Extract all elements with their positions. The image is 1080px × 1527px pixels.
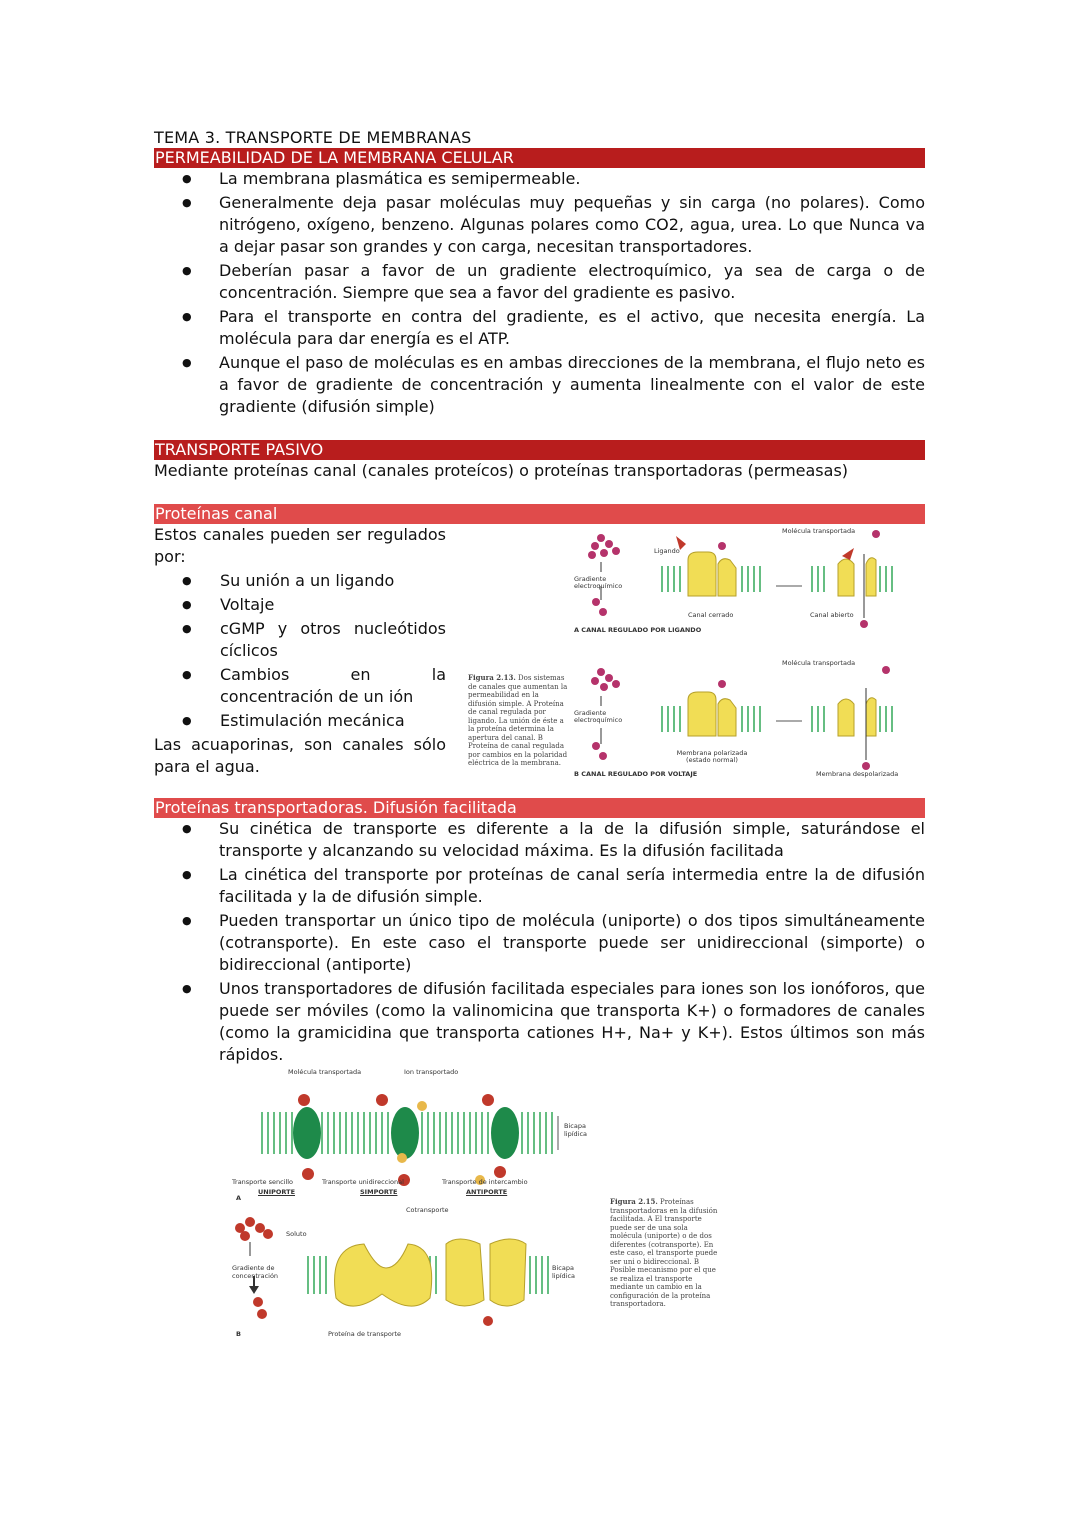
document-title: TEMA 3. TRANSPORTE DE MEMBRANAS: [154, 128, 472, 147]
list-item: ● Aunque el paso de moléculas es en ambas direcciones de la membrana, el flujo neto es a favor de gradiente de concentración y aumenta linealmente con el valor de este gradiente (difusión simple): [154, 352, 925, 418]
polarized-membrane-label: Membrana polarizada (estado normal): [676, 749, 748, 764]
list-item: ● Su unión a un ligando: [154, 570, 446, 592]
section-heading-permeabilidad: PERMEABILIDAD DE LA MEMBRANA CELULAR: [154, 148, 925, 168]
protein-label: Proteína de transporte: [328, 1330, 402, 1338]
list-item: ● La cinética del transporte por proteínas de canal sería intermedia entre la de difusión facilitada y la de difusión simple.: [154, 864, 925, 908]
figure-2-13: [446, 524, 925, 794]
section-heading-transporte-pasivo: TRANSPORTE PASIVO: [154, 440, 925, 460]
symport-label: SIMPORTE: [360, 1188, 398, 1196]
acuaporinas-text: Las acuaporinas, son canales sólo para el agua.: [154, 735, 446, 776]
simple-transport-label: Transporte sencillo: [232, 1178, 294, 1186]
list-item: ● Unos transportadores de difusión facilitada especiales para iones son los ionóforos, que puede ser móviles (como la valinomicina que transporta K+) o formadores de canales (como la gramicidina que transporta cationes H+, Na+ y K+). Estos últimos son más rápidos.: [154, 978, 925, 1066]
list-item: ● Estimulación mecánica: [154, 710, 446, 732]
canal-text: [154, 524, 446, 794]
transportadoras-list: [154, 818, 925, 1066]
list-item: ● Cambios en la concentración de un ión: [154, 664, 446, 708]
panel-a-label: A CANAL REGULADO POR LIGANDO: [574, 626, 702, 634]
antiport-label: ANTIPORTE: [466, 1188, 508, 1196]
depolarized-membrane-label: Membrana despolarizada: [816, 770, 899, 778]
panel-b-label: B: [236, 1330, 241, 1338]
panel-b-label: B CANAL REGULADO POR VOLTAJE: [574, 770, 698, 778]
transporte-pasivo-intro: Mediante proteínas canal (canales proteícos) o proteínas transportadoras (permeasas): [154, 461, 849, 480]
list-item: ● La membrana plasmática es semipermeable.: [154, 168, 925, 190]
canal-regulators-list: [154, 570, 446, 732]
figure-2-15-drawing: [232, 1068, 832, 1348]
ion-label: Ion transportado: [404, 1068, 459, 1076]
permeabilidad-list: [154, 168, 925, 418]
molecule-label-a: Molécula transportada: [782, 527, 856, 535]
canal-row: [154, 524, 925, 794]
figure-2-15-caption: Figura 2.15. Proteínas transportadoras en la difusión facilitada. A El transporte puede ser de una sola molécula (uniporte) o de dos diferentes (cotransporte). En este caso, el transporte puede ser uni o bidireccional. B Posible mecanismo por el que se realiza el transporte mediante un cambio en la configuración de la proteína transportadora.: [610, 1197, 718, 1308]
gradient-label: Gradiente de concentración: [232, 1264, 279, 1280]
section-heading-proteinas-canal: Proteínas canal: [154, 504, 925, 524]
unidirectional-label: Transporte unidireccional: [322, 1178, 404, 1186]
list-item: ● Su cinética de transporte es diferente a la de la difusión simple, saturándose el transporte y alcanzando su velocidad máxima. Es la difusión facilitada: [154, 818, 925, 862]
bilayer-label-b: Bicapa lipídica: [552, 1264, 576, 1280]
molecule-label-b: Molécula transportada: [782, 659, 856, 667]
gradient-label-b: Gradiente electroquímico: [574, 709, 623, 724]
panel-a-label: A: [236, 1194, 242, 1202]
uniport-label: UNIPORTE: [258, 1188, 296, 1196]
closed-channel-label: Canal cerrado: [688, 611, 734, 619]
figure-2-15: [232, 1068, 832, 1348]
list-item: ● Pueden transportar un único tipo de molécula (uniporte) o dos tipos simultáneamente (cotransporte). En este caso el transporte puede ser unidireccional (simporte) o bidireccional (antiporte): [154, 910, 925, 976]
list-item: ● Voltaje: [154, 594, 446, 616]
exchange-label: Transporte de intercambio: [442, 1178, 528, 1186]
figure-2-13-caption: Figura 2.13. Dos sistemas de canales que aumentan la permeabilidad en la difusión simple. A Proteína de canal regulada por ligando. La unión de éste a la proteína determina la apertura del canal. B Proteína de canal regulada por cambios en la polaridad eléctrica de la membrana.: [468, 673, 568, 767]
list-item: ● cGMP y otros nucleótidos cíclicos: [154, 618, 446, 662]
list-item: ● Para el transporte en contra del gradiente, es el activo, que necesita energía. La molécula para dar energía es el ATP.: [154, 306, 925, 350]
molecule-label: Molécula transportada: [288, 1068, 362, 1076]
canal-intro: Estos canales pueden ser regulados por:: [154, 525, 446, 566]
solute-label: Soluto: [286, 1230, 307, 1238]
list-item: ● Deberían pasar a favor de un gradiente electroquímico, ya sea de carga o de concentración. Siempre que sea a favor del gradiente es pasivo.: [154, 260, 925, 304]
cotransport-label: Cotransporte: [406, 1206, 449, 1214]
list-item: ● Generalmente deja pasar moléculas muy pequeñas y sin carga (no polares). Como nitrógeno, oxígeno, benzeno. Algunas polares como CO2, agua, urea. Lo que Nunca va a dejar pasar son grandes y con carga, necesitan transportadores.: [154, 192, 925, 258]
open-channel-label: Canal abierto: [810, 611, 854, 619]
section-heading-transportadoras: Proteínas transportadoras. Difusión facilitada: [154, 798, 925, 818]
document-page: [154, 128, 925, 1348]
ligand-label: Ligando: [654, 547, 680, 555]
bilayer-label-a: Bicapa lipídica: [564, 1122, 588, 1138]
gradient-label-a: Gradiente electroquímico: [574, 575, 623, 590]
